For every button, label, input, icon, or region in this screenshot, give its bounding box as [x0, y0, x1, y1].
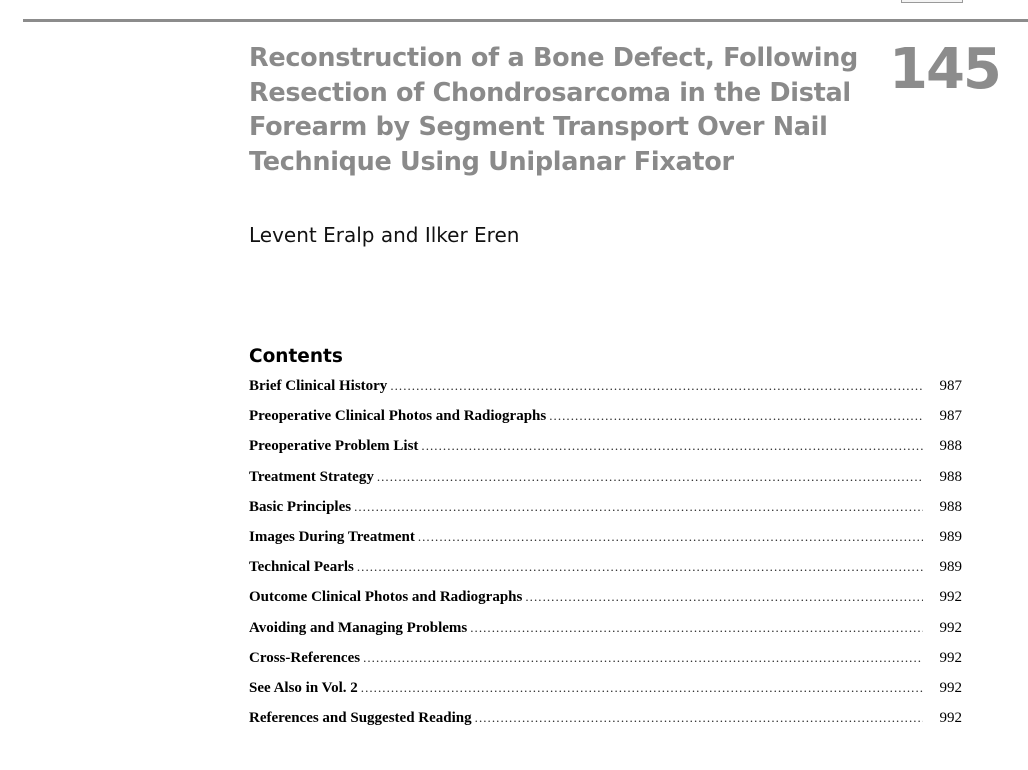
toc-entry-label[interactable]: Outcome Clinical Photos and Radiographs [249, 589, 523, 606]
toc-entry-page[interactable]: 989 [939, 559, 962, 576]
chapter-number: 145 [889, 37, 1000, 102]
toc-entry-page[interactable]: 989 [939, 528, 962, 545]
toc-entry-page[interactable]: 988 [939, 438, 962, 455]
toc-leader-dots [475, 710, 923, 726]
toc-entry[interactable] [249, 469, 962, 499]
toc-leader-dots [361, 680, 923, 696]
toc-entry-label[interactable]: Technical Pearls [249, 559, 354, 576]
toc-entry-page[interactable]: 988 [939, 498, 962, 515]
toc-entry[interactable] [249, 680, 962, 710]
toc-entry[interactable] [249, 529, 962, 559]
toc-leader-dots [357, 559, 923, 575]
toc-entry[interactable] [249, 408, 962, 438]
toc-entry-label[interactable]: Brief Clinical History [249, 378, 388, 394]
toc-leader-dots [377, 469, 923, 485]
toc-entry-label[interactable]: Treatment Strategy [249, 468, 374, 485]
header-rule [23, 19, 1028, 22]
chapter-title-line: Forearm by Segment Transport Over Nail [249, 112, 828, 142]
toc-entry[interactable] [249, 710, 962, 740]
chapter-title-line: Technique Using Uniplanar Fixator [249, 146, 734, 177]
toc-entry[interactable] [249, 559, 962, 589]
toc-leader-dots [470, 620, 923, 636]
toc-entry[interactable] [249, 378, 962, 408]
toc-entry[interactable] [249, 499, 962, 529]
toc-entry-label[interactable]: Images During Treatment [249, 528, 415, 545]
toc-entry-page[interactable]: 987 [939, 408, 962, 425]
table-of-contents [249, 378, 962, 740]
chapter-title-line: Reconstruction of a Bone Defect, Following [249, 43, 859, 73]
toc-leader-dots [421, 438, 923, 454]
toc-entry-page[interactable]: 992 [939, 619, 962, 636]
toc-entry-page[interactable]: 992 [939, 679, 962, 696]
page-corner-tab [901, 0, 963, 3]
chapter-title [249, 41, 859, 179]
toc-entry-label[interactable]: Cross-References [249, 649, 361, 666]
toc-entry[interactable] [249, 650, 962, 680]
toc-leader-dots [354, 499, 923, 515]
toc-leader-dots [418, 529, 923, 545]
toc-leader-dots [363, 650, 923, 666]
contents-heading: Contents [249, 346, 343, 367]
toc-entry-label[interactable]: References and Suggested Reading [249, 710, 472, 727]
toc-entry-label[interactable]: Preoperative Problem List [249, 438, 419, 455]
chapter-authors: Levent Eralp and Ilker Eren [249, 223, 520, 247]
toc-entry-page[interactable]: 987 [939, 378, 962, 394]
toc-leader-dots [525, 589, 923, 605]
toc-entry[interactable] [249, 620, 962, 650]
toc-entry-label[interactable]: Basic Principles [249, 498, 352, 515]
toc-entry-page[interactable]: 992 [939, 649, 962, 666]
toc-entry-page[interactable]: 988 [939, 468, 962, 485]
toc-entry-label[interactable]: Preoperative Clinical Photos and Radiographs [249, 408, 547, 425]
toc-entry[interactable] [249, 438, 962, 468]
toc-entry[interactable] [249, 589, 962, 619]
toc-entry-label[interactable]: Avoiding and Managing Problems [249, 619, 468, 636]
toc-entry-page[interactable]: 992 [939, 710, 962, 727]
toc-leader-dots [549, 408, 923, 424]
chapter-title-line: Resection of Chondrosarcoma in the Distal [249, 77, 851, 108]
toc-entry-label[interactable]: See Also in Vol. 2 [249, 679, 358, 696]
toc-entry-page[interactable]: 992 [939, 589, 962, 606]
toc-leader-dots [390, 378, 923, 394]
